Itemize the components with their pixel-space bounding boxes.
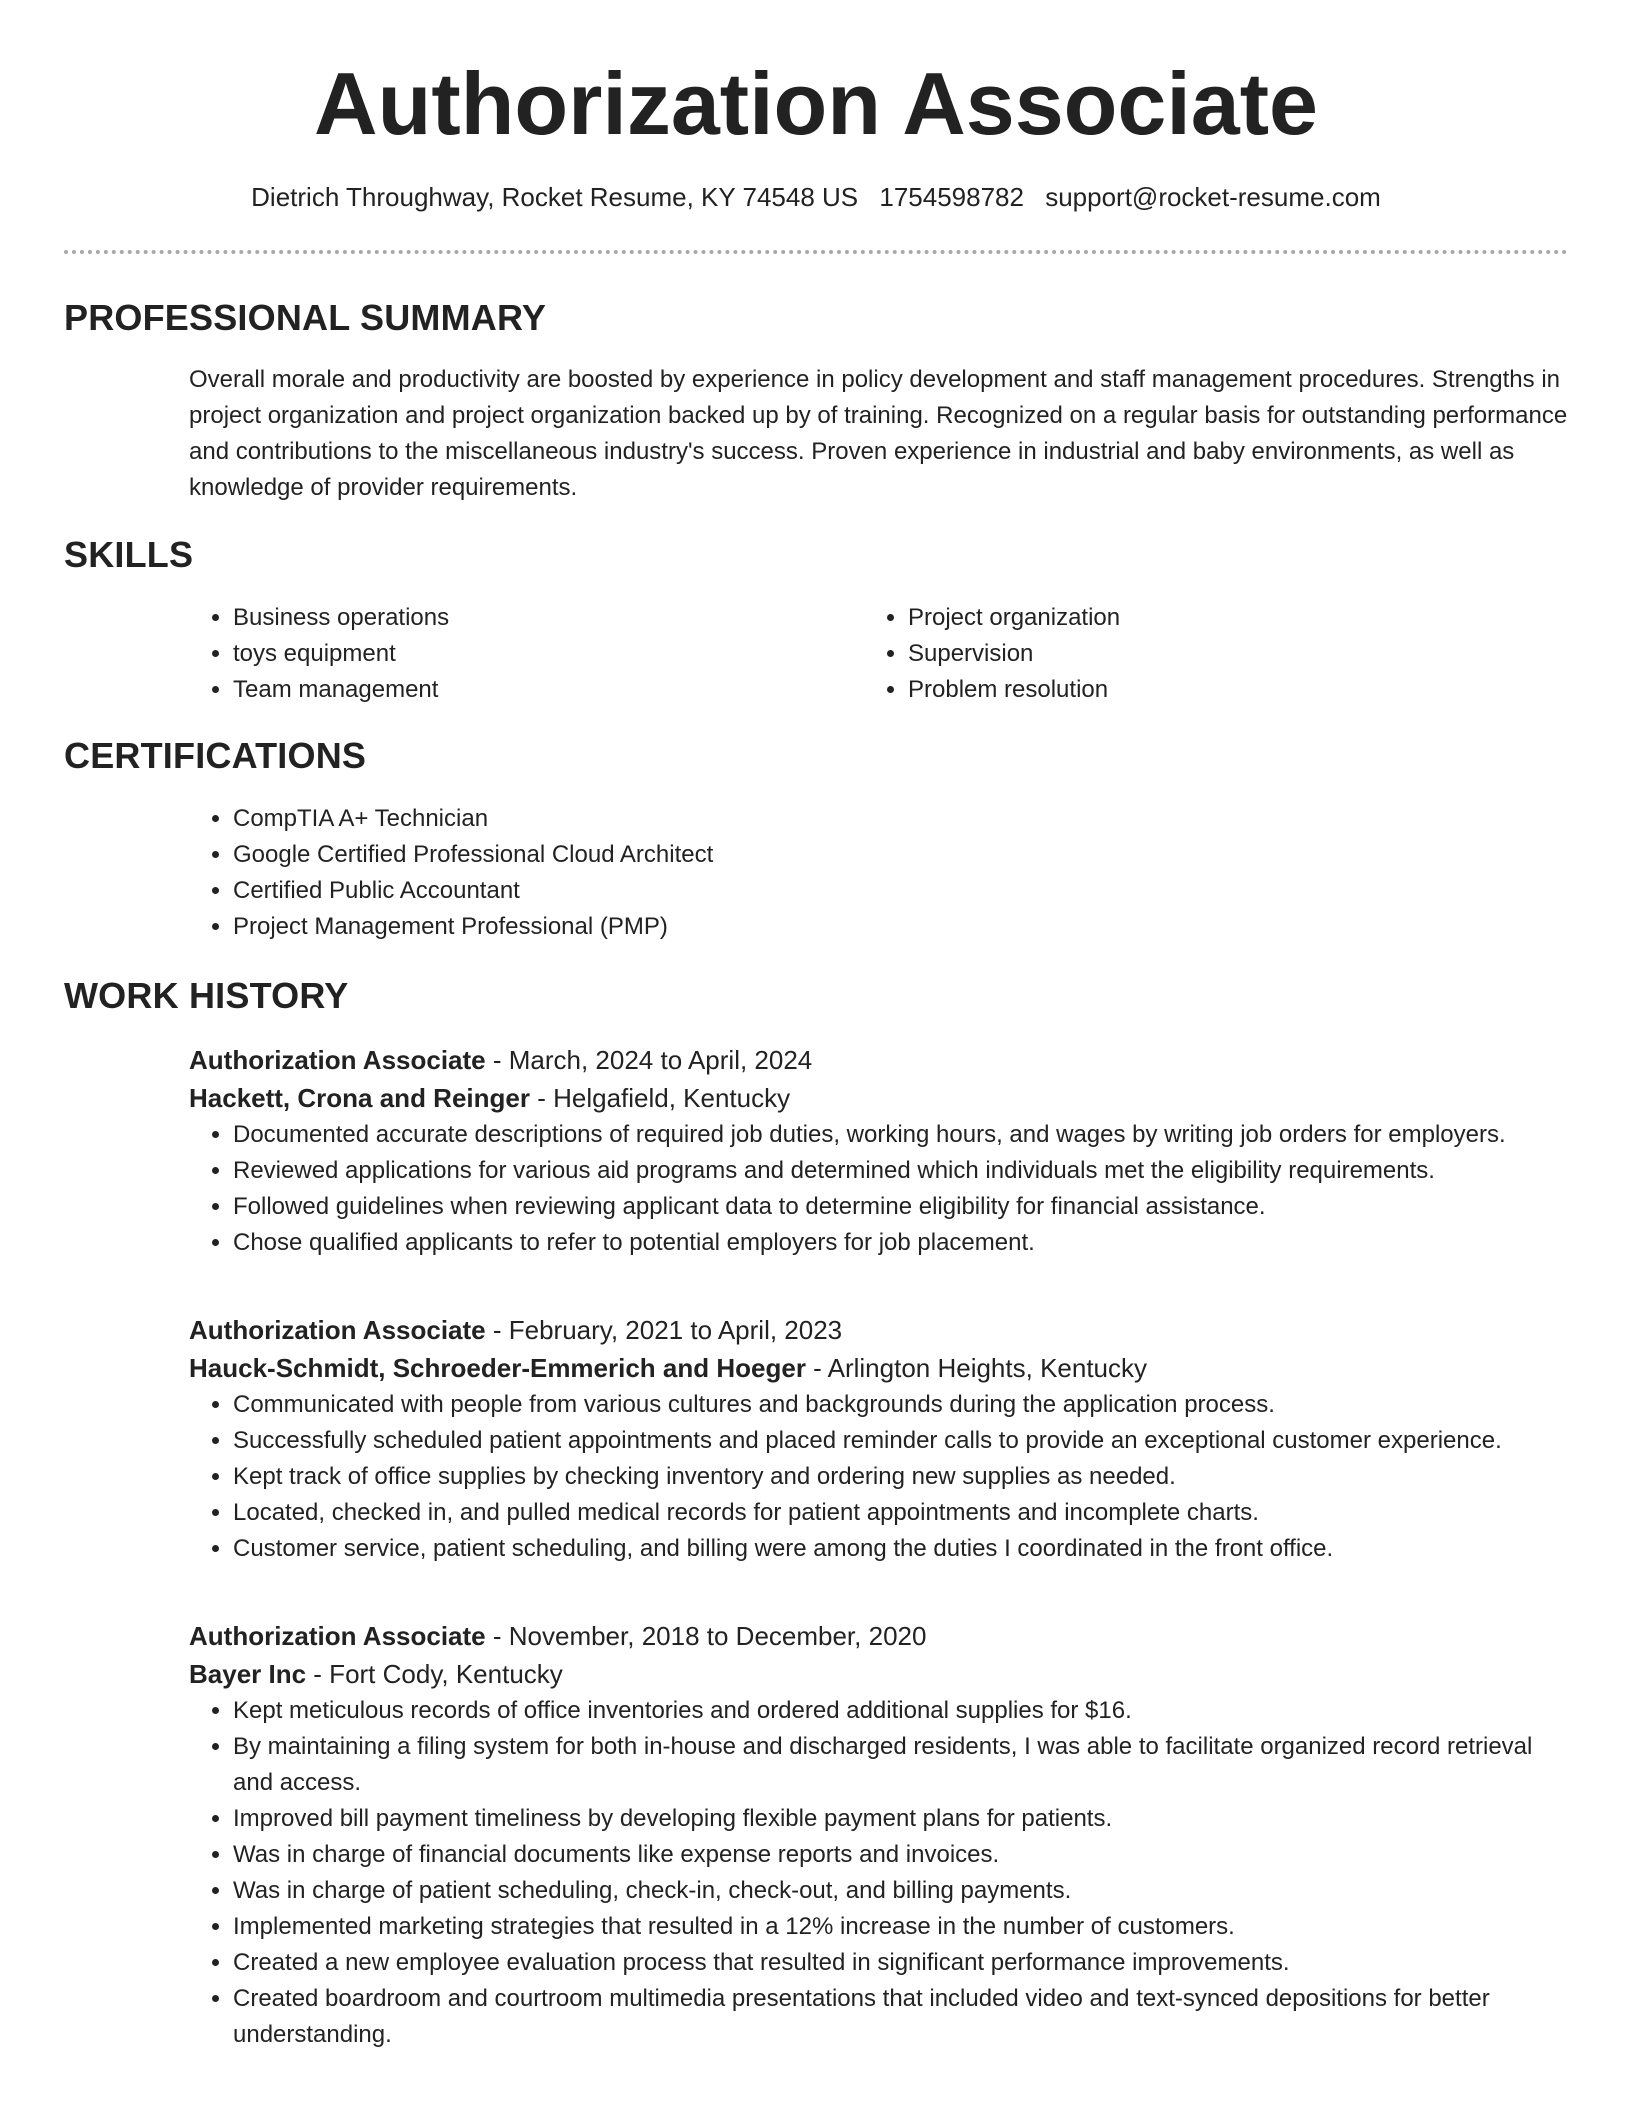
- job-dates: - November, 2018 to December, 2020: [485, 1621, 927, 1651]
- certification-item: • Project Management Professional (PMP): [233, 909, 1569, 945]
- job-company: Hauck-Schmidt, Schroeder-Emmerich and Hoeger: [189, 1353, 806, 1383]
- job-title: Authorization Associate: [189, 1045, 486, 1075]
- job-bullet: • Chose qualified applicants to refer to potential employers for job placement.: [233, 1225, 1569, 1261]
- job-bullet: • By maintaining a filing system for both in-house and discharged residents, I was able to facilitate organized record retrieval and access.: [233, 1729, 1569, 1801]
- contact-email: support@rocket-resume.com: [1045, 182, 1381, 212]
- contact-address: Dietrich Throughway, Rocket Resume, KY 74548 US: [251, 182, 859, 212]
- candidate-name: Authorization Associate: [314, 54, 1318, 153]
- job-bullets: [189, 1117, 1569, 1261]
- job-company: Bayer Inc: [189, 1659, 307, 1689]
- skill-item: • Team management: [233, 672, 829, 708]
- work-history-heading: WORK HISTORY: [64, 975, 349, 1016]
- job-bullet: • Documented accurate descriptions of required job duties, working hours, and wages by writing job orders for employers.: [233, 1117, 1569, 1153]
- job-location: - Arlington Heights, Kentucky: [805, 1353, 1148, 1383]
- skill-item: • toys equipment: [233, 636, 829, 672]
- job-bullet: • Successfully scheduled patient appointments and placed reminder calls to provide an exceptional customer experience.: [233, 1423, 1569, 1459]
- job-bullet: • Created boardroom and courtroom multimedia presentations that included video and text-synced depositions for better understanding.: [233, 1981, 1569, 2053]
- certification-item: • CompTIA A+ Technician: [233, 801, 1569, 837]
- skill-item: • Supervision: [908, 636, 1504, 672]
- job-bullet: • Followed guidelines when reviewing applicant data to determine eligibility for financial assistance.: [233, 1189, 1569, 1225]
- skill-item: • Problem resolution: [908, 672, 1504, 708]
- job-title: Authorization Associate: [189, 1315, 486, 1345]
- job-dates: - March, 2024 to April, 2024: [485, 1045, 813, 1075]
- job-entry: [189, 1041, 1569, 1261]
- skills-right-column: [864, 600, 1504, 708]
- job-location: - Fort Cody, Kentucky: [306, 1659, 563, 1689]
- skills-left-column: [189, 600, 829, 708]
- job-company: Hackett, Crona and Reinger: [189, 1083, 530, 1113]
- skills-heading: SKILLS: [64, 534, 194, 575]
- contact-phone: 1754598782: [879, 182, 1024, 212]
- job-entry: [189, 1311, 1569, 1567]
- job-bullet: • Created a new employee evaluation process that resulted in significant performance improvements.: [233, 1945, 1569, 1981]
- job-bullets: [189, 1693, 1569, 2053]
- summary-section: [189, 362, 1569, 506]
- certification-item: • Google Certified Professional Cloud Architect: [233, 837, 1569, 873]
- skill-item: • Project organization: [908, 600, 1504, 636]
- job-company-line: [189, 1079, 1569, 1117]
- job-bullet: • Was in charge of financial documents like expense reports and invoices.: [233, 1837, 1569, 1873]
- job-bullet: • Customer service, patient scheduling, and billing were among the duties I coordinated in the front office.: [233, 1531, 1569, 1567]
- job-title-line: [189, 1617, 1569, 1655]
- certifications-section: [189, 801, 1569, 945]
- job-bullet: • Kept track of office supplies by checking inventory and ordering new supplies as needed.: [233, 1459, 1569, 1495]
- certifications-heading: CERTIFICATIONS: [64, 735, 367, 776]
- job-title-line: [189, 1041, 1569, 1079]
- summary-text: Overall morale and productivity are boosted by experience in policy development and staff management procedures. Strengths in project organization and project organization backed up by of training. Recognized on a regular basis for outstanding performance and contributions to the miscellaneous industry's success. Proven experience in industrial and baby environments, as well as knowledge of provider requirements.: [189, 366, 1568, 501]
- job-bullet: • Located, checked in, and pulled medical records for patient appointments and incomplete charts.: [233, 1495, 1569, 1531]
- job-bullet: • Communicated with people from various cultures and backgrounds during the application process.: [233, 1387, 1569, 1423]
- job-bullet: • Kept meticulous records of office inventories and ordered additional supplies for $16.: [233, 1693, 1569, 1729]
- job-bullets: [189, 1387, 1569, 1567]
- job-bullet: • Reviewed applications for various aid programs and determined which individuals met the eligibility requirements.: [233, 1153, 1569, 1189]
- job-bullet: • Improved bill payment timeliness by developing flexible payment plans for patients.: [233, 1801, 1569, 1837]
- summary-heading: PROFESSIONAL SUMMARY: [64, 297, 547, 338]
- job-bullet: • Implemented marketing strategies that resulted in a 12% increase in the number of customers.: [233, 1909, 1569, 1945]
- job-title-line: [189, 1311, 1569, 1349]
- job-location: - Helgafield, Kentucky: [529, 1083, 791, 1113]
- job-entry: [189, 1617, 1569, 2053]
- contact-line: [0, 180, 1632, 214]
- job-dates: - February, 2021 to April, 2023: [485, 1315, 843, 1345]
- job-bullet: • Was in charge of patient scheduling, check-in, check-out, and billing payments.: [233, 1873, 1569, 1909]
- job-company-line: [189, 1349, 1569, 1387]
- skills-section: [189, 600, 1569, 710]
- job-company-line: [189, 1655, 1569, 1693]
- certification-item: • Certified Public Accountant: [233, 873, 1569, 909]
- header-divider: [64, 250, 1568, 254]
- job-title: Authorization Associate: [189, 1621, 486, 1651]
- skill-item: • Business operations: [233, 600, 829, 636]
